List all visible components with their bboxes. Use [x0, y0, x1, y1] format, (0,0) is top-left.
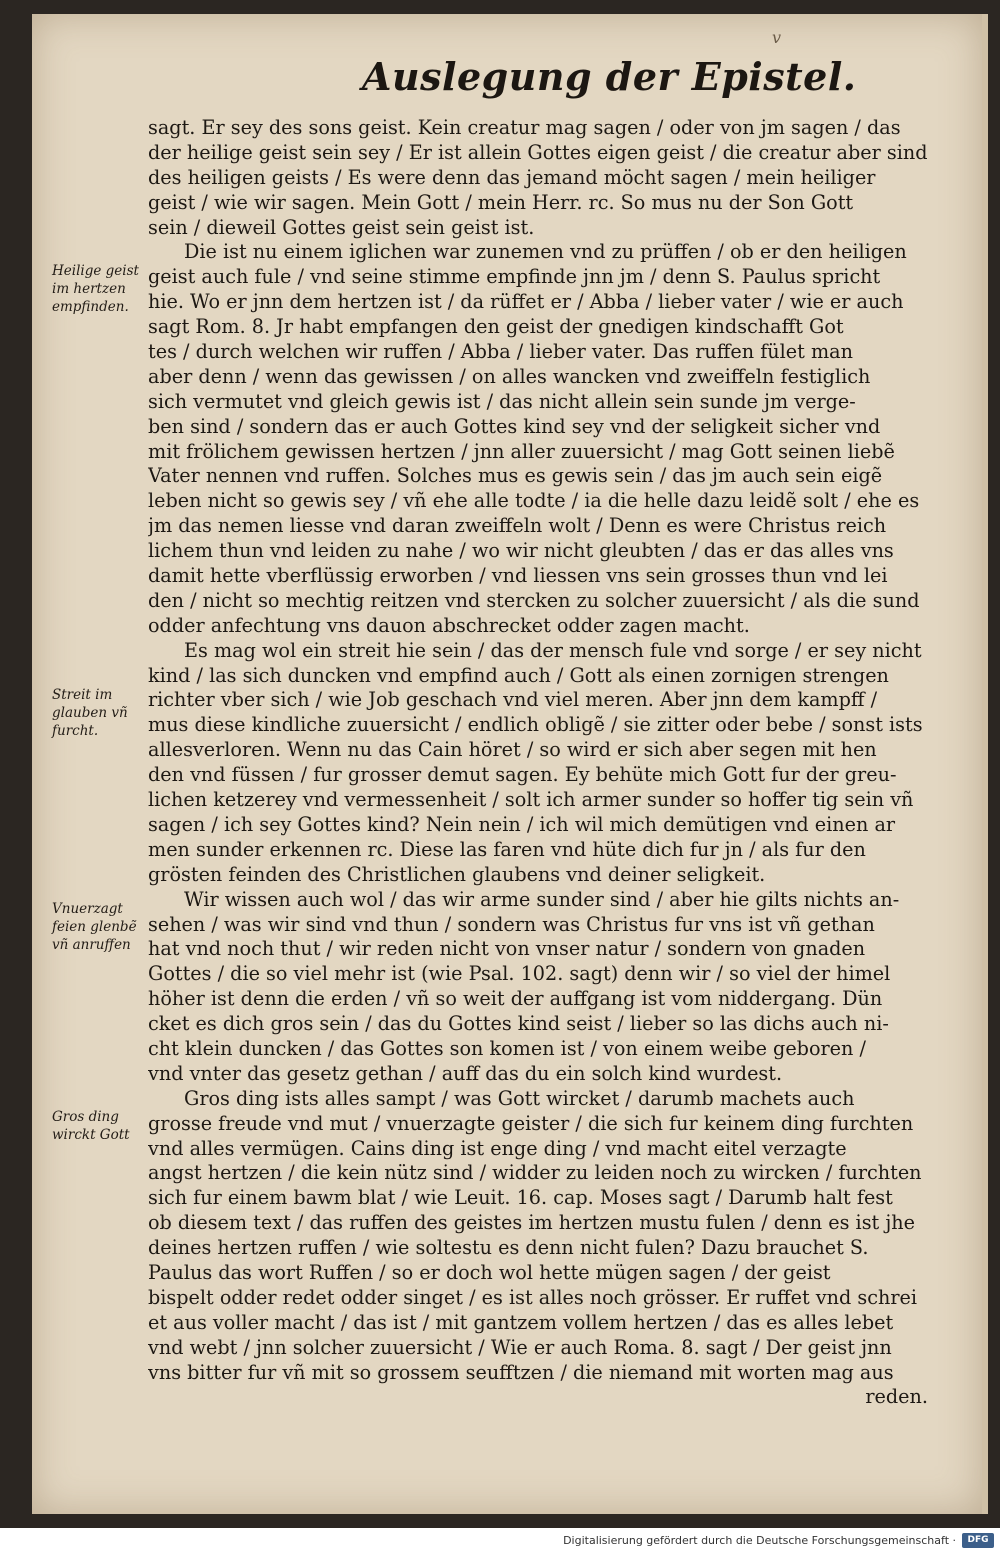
text-line: Wir wissen auch wol / das wir arme sunder sind / aber hie gilts nichts an-: [184, 887, 900, 911]
text-line: des heiligen geists / Es were denn das jemand möcht sagen / mein heiliger: [148, 165, 876, 189]
text-line: leben nicht so gewis sey / vñ ehe alle todte / ia die helle dazu leidẽ solt / ehe es: [148, 489, 920, 513]
text-line: vnd webt / jnn solcher zuuersicht / Wie er auch Roma. 8. sagt / Der geist jnn: [148, 1335, 892, 1359]
text-line: mit frölichem gewissen hertzen / jnn aller zuuersicht / mag Gott seinen liebẽ: [148, 439, 895, 463]
body-text: [148, 116, 938, 1410]
text-line: vns bitter fur vñ mit so grossem seufftzen / die niemand mit worten mag aus: [148, 1360, 894, 1384]
text-line: höher ist denn die erden / vñ so weit der auffgang ist vom niddergang. Dün: [148, 987, 883, 1011]
text-line: et aus voller macht / das ist / mit gantzem vollem hertzen / das es alles lebet: [148, 1310, 894, 1334]
marginal-note-line: furcht.: [52, 723, 99, 739]
text-line: aber denn / wenn das gewissen / on alles wancken vnd zweiffeln festiglich: [148, 364, 871, 388]
text-line: richter vber sich / wie Job geschach vnd viel meren. Aber jnn dem kampff /: [148, 688, 878, 712]
text-line: grosse freude vnd mut / vnuerzagte geister / die sich fur keinem ding furchten: [148, 1111, 914, 1135]
text-line: sein / dieweil Gottes geist sein geist ist.: [148, 215, 535, 239]
marginal-note-line: Gros ding: [52, 1109, 119, 1125]
text-line: damit hette vberflüssig erworben / vnd liessen vns sein grosses thun vnd lei: [148, 564, 888, 588]
text-line: deines hertzen ruffen / wie soltestu es denn nicht fulen? Dazu brauchet S.: [148, 1236, 869, 1260]
page-number: v: [772, 28, 782, 47]
book-page: [32, 14, 988, 1514]
marginal-note-line: feien glenbẽ: [52, 919, 137, 935]
text-line: geist / wie wir sagen. Mein Gott / mein Herr. rc. So mus nu der Son Gott: [148, 190, 854, 214]
marginal-note-line: glauben vñ: [52, 705, 128, 721]
marginal-note-line: Heilige geist: [52, 263, 139, 279]
text-line: sich vermutet vnd gleich gewis ist / das nicht allein sein sunde jm verge-: [148, 389, 856, 413]
text-line: geist auch fule / vnd seine stimme empfinde jnn jm / denn S. Paulus spricht: [148, 265, 881, 289]
text-line: lichem thun vnd leiden zu nahe / wo wir nicht gleubten / das er das alles vns: [148, 539, 894, 563]
text-line: der heilige geist sein sey / Er ist allein Gottes eigen geist / die creatur aber sind: [148, 140, 928, 164]
text-line: Die ist nu einem iglichen war zunemen vnd zu prüffen / ob er den heiligen: [184, 240, 907, 264]
text-line: sagt. Er sey des sons geist. Kein creatur mag sagen / oder von jm sagen / das: [148, 116, 901, 139]
text-line: sagt Rom. 8. Jr habt empfangen den geist der gnedigen kindschafft Got: [148, 315, 844, 339]
text-line: mus diese kindliche zuuersicht / endlich obligẽ / sie zitter oder bebe / sonst ists: [148, 713, 923, 737]
text-line: grösten feinden des Christlichen glaubens vnd deiner seligkeit.: [148, 862, 766, 886]
marginal-note-line: empfinden.: [52, 299, 129, 315]
text-line: sagen / ich sey Gottes kind? Nein nein / ich wil mich demütigen vnd einen ar: [148, 812, 896, 836]
text-line: bispelt odder redet odder singet / es ist alles noch grösser. Er ruffet vnd schrei: [148, 1285, 917, 1309]
text-line: sich fur einem bawm blat / wie Leuit. 16. cap. Moses sagt / Darumb halt fest: [148, 1186, 893, 1210]
text-line: cket es dich gros sein / das du Gottes kind seist / lieber so las dichs auch ni-: [148, 1012, 889, 1036]
text-line: den vnd füssen / fur grosser demut sagen. Ey behüte mich Gott fur der greu-: [148, 763, 897, 787]
dfg-logo-icon: DFG: [962, 1533, 994, 1548]
text-line: sehen / was wir sind vnd thun / sondern was Christus fur vns ist vñ gethan: [148, 912, 875, 936]
text-line: vnd vnter das gesetz gethan / auff das du ein solch kind wurdest.: [148, 1061, 783, 1085]
text-line: cht klein duncken / das Gottes son komen ist / von einem weibe geboren /: [148, 1036, 866, 1060]
text-line: angst hertzen / die kein nütz sind / widder zu leiden noch zu wircken / furchten: [148, 1161, 922, 1185]
text-line: ob diesem text / das ruffen des geistes im hertzen mustu fulen / denn es ist jhe: [148, 1211, 916, 1235]
text-line: Vater nennen vnd ruffen. Solches mus es gewis sein / das jm auch sein eigẽ: [148, 464, 883, 488]
marginal-note-line: im hertzen: [52, 281, 126, 297]
marginal-note-line: wirckt Gott: [52, 1127, 130, 1143]
text-line: tes / durch welchen wir ruffen / Abba / lieber vater. Das ruffen fület man: [148, 340, 853, 364]
text-line: ben sind / sondern das er auch Gottes kind sey vnd der seligkeit sicher vnd: [148, 414, 881, 438]
text-line: Gros ding ists alles sampt / was Gott wircket / darumb machets auch: [184, 1086, 855, 1110]
text-line: odder anfechtung vns dauon abschrecket odder zagen macht.: [148, 613, 750, 637]
text-line: reden.: [865, 1385, 928, 1409]
text-line: lichen ketzerey vnd vermessenheit / solt ich armer sunder so hoffer tig sein vñ: [148, 788, 914, 812]
text-line: Es mag wol ein streit hie sein / das der mensch fule vnd sorge / er sey nicht: [184, 638, 922, 662]
text-line: den / nicht so mechtig reitzen vnd stercken zu solcher zuuersicht / als die sund: [148, 588, 920, 612]
marginal-note-line: Vnuerzagt: [52, 901, 123, 917]
running-head: Auslegung der Epistel.: [362, 54, 857, 99]
text-line: hie. Wo er jnn dem hertzen ist / da rüffet er / Abba / lieber vater / wie er auch: [148, 290, 904, 314]
text-line: kind / las sich duncken vnd empfind auch / Gott als einen zornigen strengen: [148, 663, 889, 687]
text-line: Gottes / die so viel mehr ist (wie Psal. 102. sagt) denn wir / so viel der himel: [148, 962, 891, 986]
footer-bar: [0, 1528, 1000, 1555]
text-line: hat vnd noch thut / wir reden nicht von vnser natur / sondern von gnaden: [148, 937, 866, 961]
marginal-note-line: vñ anruffen: [52, 937, 131, 953]
text-line: vnd alles vermügen. Cains ding ist enge ding / vnd macht eitel verzagte: [148, 1136, 847, 1160]
funding-credit: Digitalisierung gefördert durch die Deutsche Forschungsgemeinschaft ·: [563, 1534, 956, 1547]
text-line: jm das nemen liesse vnd daran zweiffeln wolt / Denn es were Christus reich: [148, 514, 887, 538]
text-line: men sunder erkennen rc. Diese las faren vnd hüte dich fur jn / als fur den: [148, 837, 866, 861]
text-line: allesverloren. Wenn nu das Cain höret / so wird er sich aber segen mit hen: [148, 738, 877, 762]
marginal-note-line: Streit im: [52, 687, 113, 703]
text-line: Paulus das wort Ruffen / so er doch wol hette mügen sagen / der geist: [148, 1260, 831, 1284]
